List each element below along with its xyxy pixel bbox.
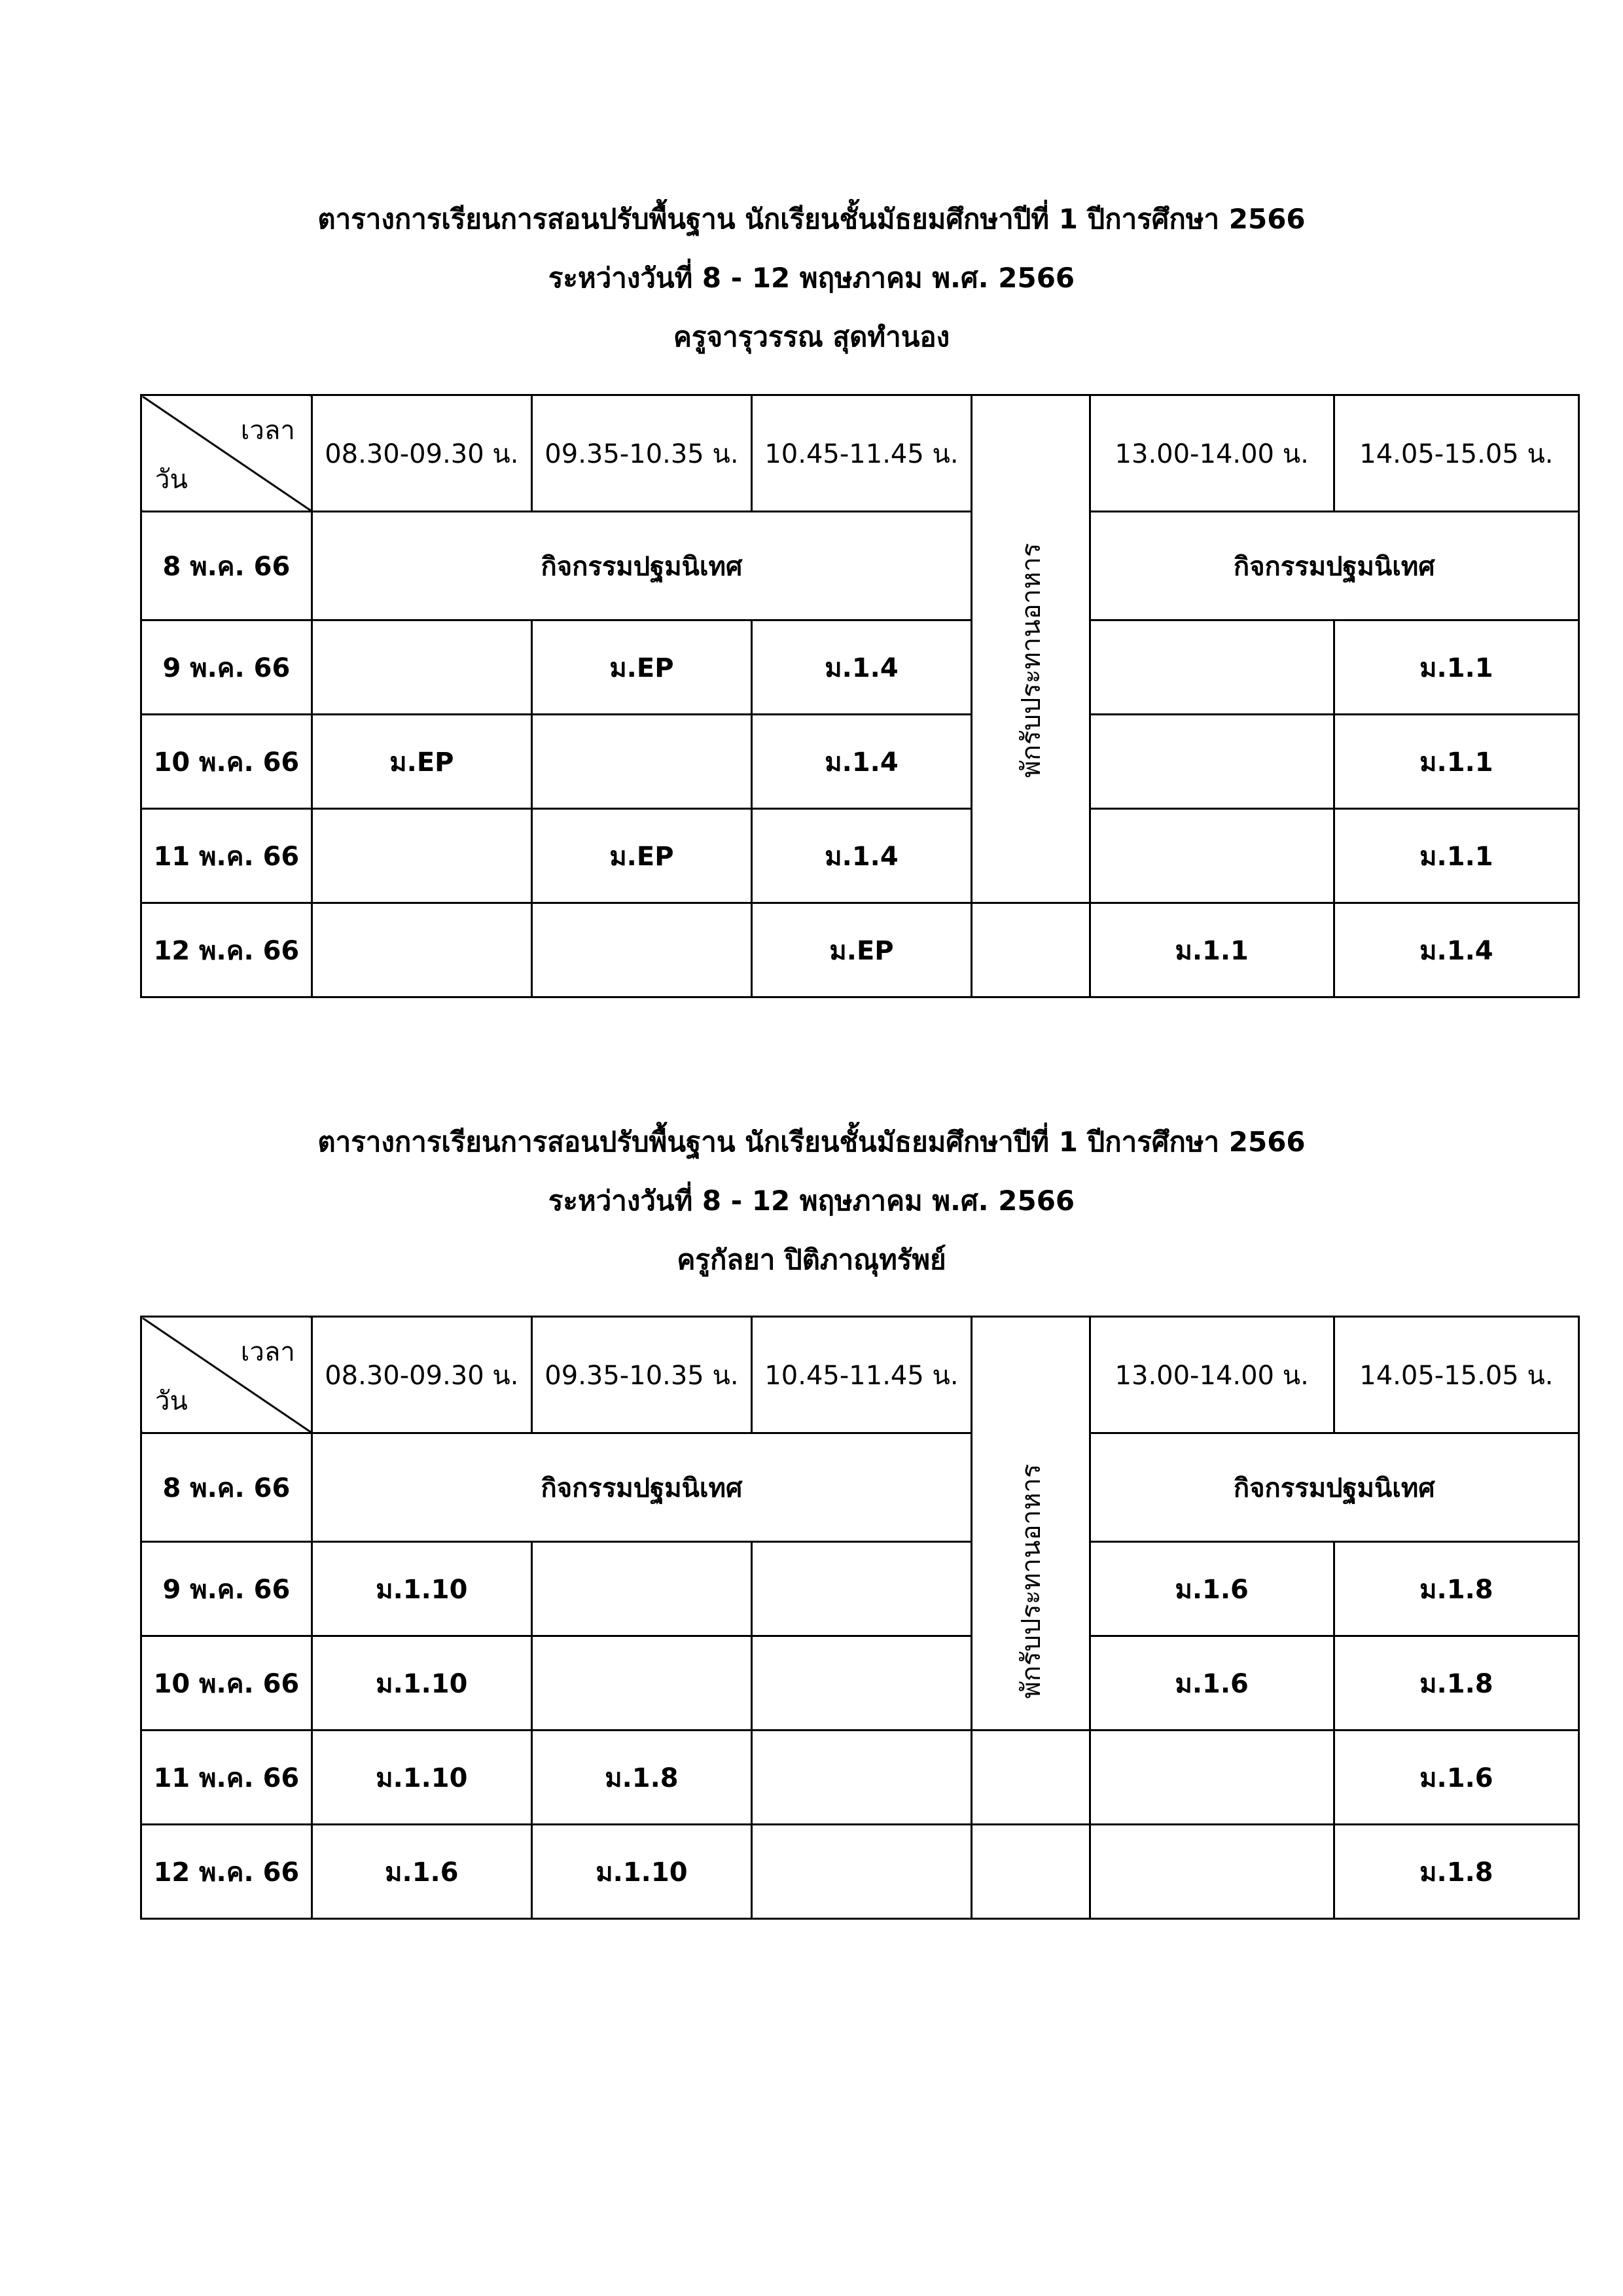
class-cell: ม.1.4	[1334, 903, 1578, 997]
class-cell	[751, 1636, 971, 1731]
lunch-break-cell	[972, 512, 1090, 809]
class-cell: ม.EP	[531, 620, 751, 715]
class-cell: ม.EP	[531, 809, 751, 903]
time-slot-header: 13.00-14.00 น.	[1090, 1317, 1334, 1433]
class-cell: ม.1.8	[1334, 1825, 1578, 1919]
date-cell: 10 พ.ค. 66	[141, 715, 312, 809]
table-row	[141, 1731, 1579, 1825]
class-cell: ม.1.6	[1090, 1636, 1334, 1731]
orientation-activity: กิจกรรมปฐมนิเทศ	[1090, 512, 1578, 620]
class-cell: ม.1.8	[531, 1731, 751, 1825]
class-cell	[531, 1636, 751, 1731]
class-cell: ม.EP	[751, 903, 971, 997]
time-slot-header: 10.45-11.45 น.	[751, 395, 971, 512]
orientation-activity: กิจกรรมปฐมนิเทศ	[312, 512, 971, 620]
class-cell	[1090, 1825, 1334, 1919]
teacher-name: ครูกัลยา ปิติภาณุทรัพย์	[677, 1244, 946, 1276]
table-row	[141, 903, 1579, 997]
date-cell: 8 พ.ค. 66	[141, 1433, 312, 1542]
lunch-column-header	[972, 1317, 1090, 1433]
empty-lunch-cell	[972, 1825, 1090, 1919]
class-cell	[751, 1825, 971, 1919]
day-label: วัน	[155, 465, 188, 495]
schedule-date-range: ระหว่างวันที่ 8 - 12 พฤษภาคม พ.ศ. 2566	[548, 262, 1075, 294]
lunch-break-label: พักรับประทานอาหาร	[1016, 1463, 1046, 1699]
table-row	[141, 1636, 1579, 1731]
date-cell: 9 พ.ค. 66	[141, 1542, 312, 1636]
corner-header	[141, 395, 312, 512]
corner-header	[141, 1317, 312, 1433]
date-cell: 11 พ.ค. 66	[141, 1731, 312, 1825]
class-cell: ม.1.8	[1334, 1636, 1578, 1731]
class-cell: ม.1.1	[1334, 715, 1578, 809]
lunch-column-end	[972, 809, 1090, 903]
schedule-date-range: ระหว่างวันที่ 8 - 12 พฤษภาคม พ.ศ. 2566	[548, 1185, 1075, 1217]
orientation-activity: กิจกรรมปฐมนิเทศ	[312, 1433, 971, 1542]
time-slot-header: 13.00-14.00 น.	[1090, 395, 1334, 512]
time-label: เวลา	[240, 1337, 295, 1367]
table-row	[141, 620, 1579, 715]
teacher-name: ครูจารุวรรณ สุดทำนอง	[673, 321, 950, 353]
empty-lunch-cell	[972, 1731, 1090, 1825]
class-cell	[312, 809, 531, 903]
table-row	[141, 715, 1579, 809]
class-cell: ม.1.8	[1334, 1542, 1578, 1636]
date-cell: 12 พ.ค. 66	[141, 1825, 312, 1919]
lunch-column-header	[972, 395, 1090, 512]
schedule-section-1	[0, 190, 1623, 966]
time-slot-header: 14.05-15.05 น.	[1334, 395, 1578, 512]
schedule-title: ตารางการเรียนการสอนปรับพื้นฐาน นักเรียนชั้นมัธยมศึกษาปีที่ 1 ปีการศึกษา 2566	[317, 1126, 1306, 1158]
schedule-table	[140, 1316, 1580, 1920]
time-label: เวลา	[240, 416, 295, 446]
date-cell: 9 พ.ค. 66	[141, 620, 312, 715]
table-row	[141, 809, 1579, 903]
class-cell: ม.1.10	[312, 1636, 531, 1731]
table-row	[141, 1433, 1579, 1542]
date-cell: 8 พ.ค. 66	[141, 512, 312, 620]
lunch-break-cell	[972, 1433, 1090, 1731]
table-row	[141, 1825, 1579, 1919]
class-cell	[1090, 715, 1334, 809]
time-slot-header: 14.05-15.05 น.	[1334, 1317, 1578, 1433]
time-slot-header: 10.45-11.45 น.	[751, 1317, 971, 1433]
time-slot-header: 09.35-10.35 น.	[531, 395, 751, 512]
class-cell	[531, 903, 751, 997]
table-row	[141, 1542, 1579, 1636]
class-cell	[751, 1731, 971, 1825]
class-cell: ม.1.10	[531, 1825, 751, 1919]
class-cell: ม.1.10	[312, 1542, 531, 1636]
time-slot-header: 08.30-09.30 น.	[312, 1317, 531, 1433]
class-cell: ม.1.4	[751, 620, 971, 715]
class-cell: ม.1.1	[1090, 903, 1334, 997]
time-slot-header: 09.35-10.35 น.	[531, 1317, 751, 1433]
class-cell	[751, 1542, 971, 1636]
schedule-title: ตารางการเรียนการสอนปรับพื้นฐาน นักเรียนชั้นมัธยมศึกษาปีที่ 1 ปีการศึกษา 2566	[317, 203, 1306, 235]
day-label: วัน	[155, 1386, 188, 1416]
date-cell: 10 พ.ค. 66	[141, 1636, 312, 1731]
empty-lunch-cell	[972, 903, 1090, 997]
class-cell: ม.1.1	[1334, 809, 1578, 903]
class-cell	[1090, 809, 1334, 903]
orientation-activity: กิจกรรมปฐมนิเทศ	[1090, 1433, 1578, 1542]
date-cell: 11 พ.ค. 66	[141, 809, 312, 903]
class-cell: ม.1.6	[1334, 1731, 1578, 1825]
class-cell: ม.EP	[312, 715, 531, 809]
class-cell	[531, 715, 751, 809]
class-cell	[312, 903, 531, 997]
class-cell	[1090, 620, 1334, 715]
class-cell: ม.1.10	[312, 1731, 531, 1825]
schedule-table	[140, 394, 1580, 998]
time-slot-header: 08.30-09.30 น.	[312, 395, 531, 512]
class-cell: ม.1.1	[1334, 620, 1578, 715]
class-cell	[312, 620, 531, 715]
table-row	[141, 512, 1579, 620]
date-cell: 12 พ.ค. 66	[141, 903, 312, 997]
schedule-section-2	[0, 1113, 1623, 1888]
class-cell: ม.1.4	[751, 715, 971, 809]
class-cell: ม.1.4	[751, 809, 971, 903]
lunch-break-label: พักรับประทานอาหาร	[1016, 543, 1046, 778]
class-cell: ม.1.6	[312, 1825, 531, 1919]
class-cell: ม.1.6	[1090, 1542, 1334, 1636]
class-cell	[1090, 1731, 1334, 1825]
class-cell	[531, 1542, 751, 1636]
